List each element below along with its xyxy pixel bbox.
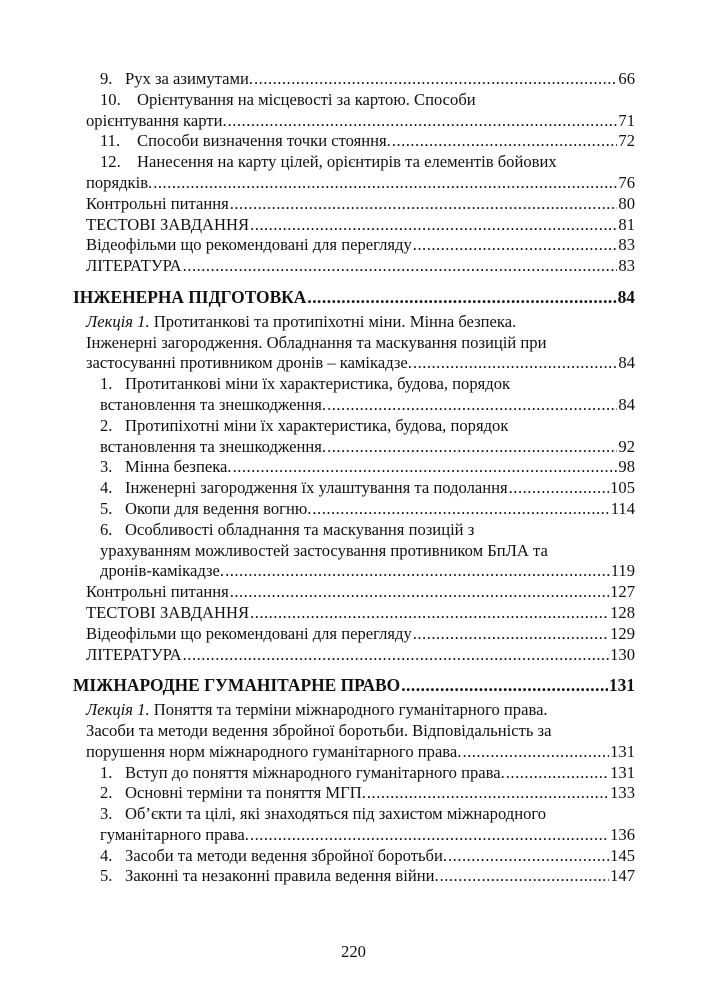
dot-leader — [254, 69, 617, 90]
toc-entry[interactable] — [73, 763, 635, 784]
dot-leader — [401, 675, 608, 696]
dot-leader — [367, 783, 609, 804]
entry-number: 12. — [100, 152, 121, 172]
entry-title: Вступ до поняття міжнародного гуманітарного права. — [125, 762, 505, 782]
toc-entry[interactable] — [73, 69, 635, 90]
toc-entry[interactable] — [73, 374, 635, 416]
section-heading-engineering[interactable] — [73, 287, 635, 308]
entry-title: Законні та незаконні правила ведення війни. — [125, 866, 439, 886]
dot-leader — [509, 478, 609, 499]
section-title: МІЖНАРОДНЕ ГУМАНІТАРНЕ ПРАВО — [73, 675, 401, 696]
entry-page: 83 — [618, 256, 635, 276]
entry-title: Контрольні питання — [86, 193, 229, 213]
entry-number: 3. — [100, 457, 113, 477]
lecture-page: 131 — [610, 741, 635, 761]
section-title: ІНЖЕНЕРНА ПІДГОТОВКА — [73, 286, 307, 307]
entry-title: порядків. — [86, 172, 153, 192]
dot-leader — [183, 256, 618, 277]
entry-title: ТЕСТОВІ ЗАВДАННЯ — [86, 602, 250, 622]
dot-leader — [312, 499, 609, 520]
lecture-title-line1: Поняття та терміни міжнародного гуманітарного права. — [153, 700, 548, 720]
entry-title: гуманітарного права. — [100, 824, 249, 844]
entry-title: встановлення та знешкодження. — [100, 394, 327, 414]
entry-page: 136 — [610, 824, 635, 844]
entry-title-line1: Протитанкові міни їх характеристика, будова, порядок — [125, 374, 511, 394]
entry-title: Окопи для ведення вогню. — [125, 498, 312, 518]
entry-title-line1: Орієнтування на місцевості за картою. Способи — [137, 89, 476, 109]
lecture-title-line2: Засоби та методи ведення збройної боротьби. Відповідальність за — [86, 720, 552, 740]
entry-page: 84 — [618, 394, 635, 414]
lecture-title-line3: порушення норм міжнародного гуманітарного права. — [86, 741, 462, 761]
lecture-label: Лекція 1 — [86, 311, 146, 331]
section-page: 131 — [608, 675, 635, 696]
entry-title-line2: урахуванням можливостей застосування противником БпЛА та — [100, 540, 548, 560]
lecture-entry[interactable]: Лекція 1. Протитанкові та протипіхотні міни. Мінна безпека. Інженерні загородження. Обладнання та маскування позицій при застосуванні противником дронів – камікадзе. ..... 84 — [73, 312, 635, 374]
table-of-contents — [73, 69, 635, 887]
entry-page: 72 — [618, 131, 635, 151]
entry-title: ТЕСТОВІ ЗАВДАННЯ — [86, 214, 250, 234]
entry-page: 66 — [618, 69, 635, 88]
entry-title: Рух за азимутами. — [125, 69, 253, 88]
entry-page: 92 — [618, 436, 635, 456]
toc-entry-tests[interactable] — [73, 215, 635, 236]
section-heading-ihl[interactable] — [73, 675, 635, 696]
toc-entry[interactable] — [73, 457, 635, 478]
dot-leader — [392, 131, 618, 152]
dot-leader — [228, 111, 618, 132]
toc-entry[interactable] — [73, 152, 635, 194]
toc-entry-videos[interactable] — [73, 624, 635, 645]
dot-leader — [250, 215, 617, 236]
dot-leader — [413, 353, 617, 374]
section-page: 84 — [617, 286, 635, 307]
toc-entry[interactable] — [73, 131, 635, 152]
entry-title-line1: Особливості обладнання та маскування позицій з — [125, 519, 475, 539]
toc-entry[interactable] — [73, 478, 635, 499]
entry-page: 81 — [618, 214, 635, 234]
dot-leader — [448, 846, 609, 867]
dot-leader — [250, 603, 609, 624]
entry-title: орієнтування карти. — [86, 110, 227, 130]
toc-entry[interactable] — [73, 416, 635, 458]
entry-number: 5. — [100, 498, 113, 518]
entry-number: 2. — [100, 415, 113, 435]
entry-title: дронів-камікадзе. — [100, 561, 225, 581]
toc-entry[interactable] — [73, 783, 635, 804]
entry-number: 1. — [100, 374, 113, 394]
lecture-page: 84 — [618, 353, 635, 373]
entry-page: 128 — [610, 602, 635, 622]
entry-page: 114 — [610, 498, 635, 518]
dot-leader — [462, 742, 609, 763]
entry-page: 129 — [610, 623, 635, 643]
dot-leader — [307, 287, 616, 308]
entry-number: 11. — [100, 131, 121, 151]
dot-leader — [183, 645, 609, 666]
entry-title: Способи визначення точки стояння. — [137, 131, 391, 151]
toc-entry-control-questions[interactable] — [73, 582, 635, 603]
entry-number: 3. — [100, 804, 113, 824]
entry-title: Мінна безпека. — [125, 457, 232, 477]
dot-leader — [327, 437, 617, 458]
entry-page: 147 — [610, 866, 635, 886]
toc-entry-literature[interactable] — [73, 256, 635, 277]
entry-title-line1: Протипіхотні міни їх характеристика, будова, порядок — [125, 415, 509, 435]
entry-number: 1. — [100, 762, 113, 782]
dot-leader — [506, 763, 609, 784]
entry-page: 80 — [618, 193, 635, 213]
entry-number: 5. — [100, 866, 113, 886]
entry-title-line1: Об’єкти та цілі, які знаходяться під захистом міжнародного — [125, 804, 547, 824]
toc-entry[interactable] — [73, 846, 635, 867]
entry-page: 76 — [618, 172, 635, 192]
toc-entry[interactable] — [73, 499, 635, 520]
toc-entry-control-questions[interactable] — [73, 194, 635, 215]
entry-number: 2. — [100, 783, 113, 803]
entry-title: Основні терміни та поняття МГП. — [125, 783, 366, 803]
lecture-title-line2: Інженерні загородження. Обладнання та маскування позицій при — [86, 332, 547, 352]
dot-leader — [413, 235, 618, 256]
entry-page: 130 — [610, 644, 635, 664]
dot-leader — [233, 457, 618, 478]
entry-page: 119 — [610, 561, 635, 581]
entry-title: Інженерні загородження їх улаштування та подолання — [125, 478, 508, 498]
lecture-entry[interactable]: Лекція 1. Поняття та терміни міжнародного гуманітарного права. Засоби та методи ведення збройної боротьби. Відповідальність за порушення норм міжнародного гуманітарного права. ..... 131 — [73, 700, 635, 762]
entry-title: Засоби та методи ведення збройної боротьби. — [125, 845, 448, 865]
dot-leader — [327, 395, 617, 416]
toc-entry-videos[interactable] — [73, 235, 635, 256]
entry-title: Контрольні питання — [86, 582, 229, 602]
toc-entry[interactable] — [73, 520, 635, 582]
dot-leader — [230, 582, 609, 603]
entry-number: 10. — [100, 89, 121, 109]
dot-leader — [153, 173, 617, 194]
dot-leader — [250, 825, 609, 846]
entry-title: ЛІТЕРАТУРА — [86, 644, 182, 664]
entry-title: ЛІТЕРАТУРА — [86, 256, 182, 276]
entry-page: 83 — [618, 235, 635, 255]
entry-page: 98 — [618, 457, 635, 477]
entry-page: 127 — [610, 582, 635, 602]
dot-leader — [225, 561, 610, 582]
dot-leader — [440, 866, 610, 887]
lecture-label: Лекція 1 — [86, 700, 146, 720]
entry-page: 145 — [610, 845, 635, 865]
lecture-title-line1: Протитанкові та протипіхотні міни. Мінна безпека. — [153, 311, 517, 331]
dot-leader — [230, 194, 618, 215]
dot-leader — [413, 624, 609, 645]
entry-title-line1: Нанесення на карту цілей, орієнтирів та елементів бойових — [137, 152, 557, 172]
entry-title: встановлення та знешкодження. — [100, 436, 327, 456]
page-number: 220 — [341, 942, 366, 961]
entry-page: 133 — [610, 783, 635, 803]
toc-entry-tests[interactable] — [73, 603, 635, 624]
entry-title: Відеофільми що рекомендовані для перегляду — [86, 623, 412, 643]
entry-number: 6. — [100, 519, 113, 539]
entry-page: 131 — [610, 762, 635, 782]
toc-entry[interactable] — [73, 866, 635, 887]
entry-number: 4. — [100, 478, 113, 498]
toc-entry-literature[interactable] — [73, 645, 635, 666]
entry-number: 4. — [100, 845, 113, 865]
entry-page: 105 — [610, 478, 635, 498]
lecture-title-line3: застосуванні противником дронів – камікадзе. — [86, 353, 412, 373]
entry-number: 9. — [100, 69, 113, 88]
toc-entry[interactable] — [73, 90, 635, 132]
toc-entry[interactable] — [73, 804, 635, 846]
entry-page: 71 — [618, 110, 635, 130]
entry-title: Відеофільми що рекомендовані для перегляду — [86, 235, 412, 255]
